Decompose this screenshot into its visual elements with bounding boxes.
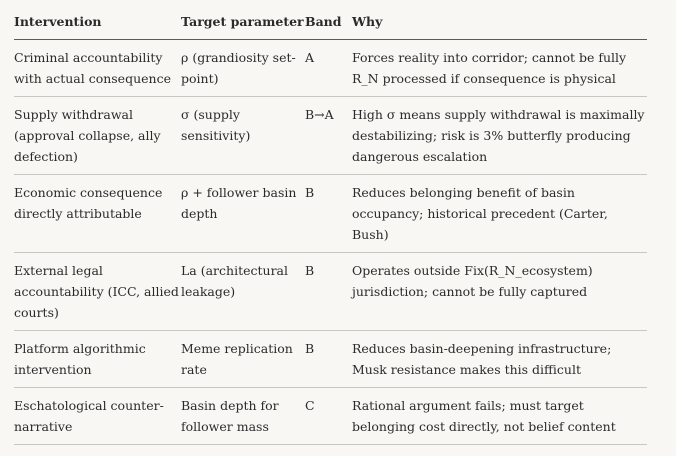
cell-band: B (305, 331, 352, 388)
cell-intervention: External legal accountability (ICC, allied courts) (14, 253, 181, 331)
cell-why: High σ means supply withdrawal is maximally destabilizing; risk is 3% butterfly producing dangerous escalation (352, 97, 647, 175)
cell-intervention: Economic consequence directly attributable (14, 175, 181, 253)
interventions-table-container (14, 9, 647, 445)
header-intervention: Intervention (14, 9, 181, 40)
cell-why: Reduces belonging benefit of basin occupancy; historical precedent (Carter, Bush) (352, 175, 647, 253)
cell-target: Meme replication rate (181, 331, 305, 388)
cell-why: Forces reality into corridor; cannot be fully R_N processed if consequence is physical (352, 40, 647, 97)
table-row (14, 253, 647, 331)
cell-band: A (305, 40, 352, 97)
cell-intervention: Supply withdrawal (approval collapse, ally defection) (14, 97, 181, 175)
table-row (14, 388, 647, 445)
table-row (14, 175, 647, 253)
cell-why: Reduces basin-deepening infrastructure; Musk resistance makes this difficult (352, 331, 647, 388)
table-row (14, 40, 647, 97)
header-why: Why (352, 9, 647, 40)
cell-target: ρ + follower basin depth (181, 175, 305, 253)
cell-band: B (305, 253, 352, 331)
header-band: Band (305, 9, 352, 40)
cell-target: Basin depth for follower mass (181, 388, 305, 445)
cell-why: Rational argument fails; must target belonging cost directly, not belief content (352, 388, 647, 445)
header-target-parameter: Target parameter (181, 9, 305, 40)
table-row (14, 97, 647, 175)
cell-target: La (architectural leakage) (181, 253, 305, 331)
table-row (14, 331, 647, 388)
cell-target: σ (supply sensitivity) (181, 97, 305, 175)
cell-intervention: Platform algorithmic intervention (14, 331, 181, 388)
cell-band: B (305, 175, 352, 253)
cell-why: Operates outside Fix(R_N_ecosystem) jurisdiction; cannot be fully captured (352, 253, 647, 331)
cell-band: C (305, 388, 352, 445)
cell-target: ρ (grandiosity set-point) (181, 40, 305, 97)
cell-band: B→A (305, 97, 352, 175)
cell-intervention: Criminal accountability with actual consequence (14, 40, 181, 97)
table-header-row (14, 9, 647, 40)
interventions-table (14, 9, 647, 445)
cell-intervention: Eschatological counter-narrative (14, 388, 181, 445)
